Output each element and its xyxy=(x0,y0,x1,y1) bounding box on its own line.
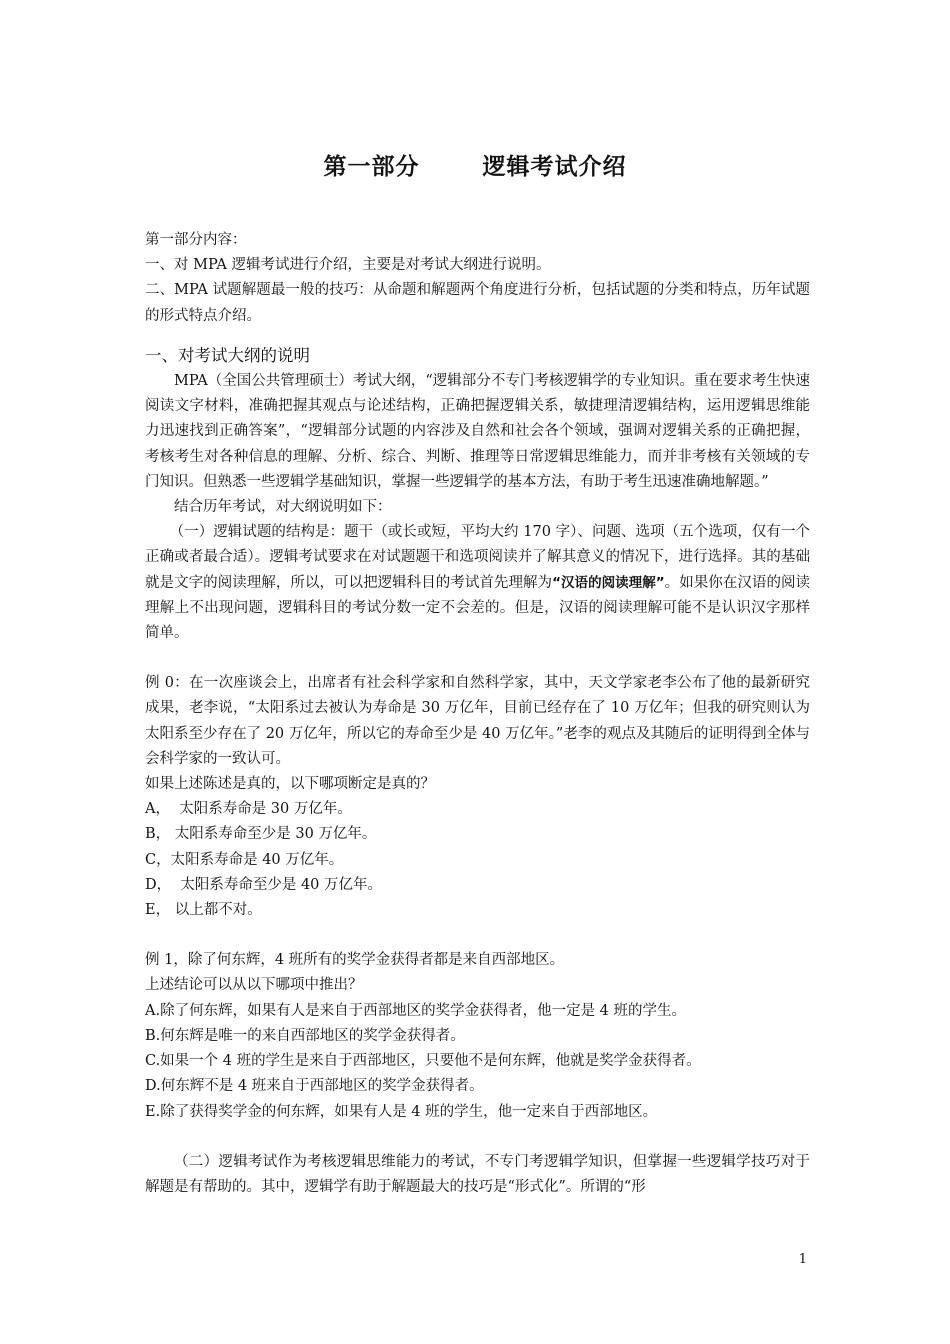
syllabus-intro-paragraph: 结合历年考试，对大纲说明如下： xyxy=(174,499,392,516)
formalization-paragraph: （二）逻辑考试作为考核逻辑思维能力的考试，不专门考逻辑学知识，但掌握一些逻辑学技巧对于解题是有帮助的。其中，逻辑学有助于解题最大的技巧是“形式化”。所谓的“形 xyxy=(145,1153,810,1195)
structure-emphasis: “汉语的阅读理解” xyxy=(552,574,665,591)
section-heading: 一、对考试大纲的说明 xyxy=(145,345,310,365)
example-0-option-c: C，太阳系寿命是 40 万亿年。 xyxy=(145,851,344,868)
syllabus-paragraph: MPA（全国公共管理硕士）考试大纲，“逻辑部分不专门考核逻辑学的专业知识。重在要求考生快速阅读文字材料，准确把握其观点与论述结构，正确把握逻辑关系，敏捷理清逻辑结构，运用逻辑思维能力迅速找到正确答案”，“逻辑部分试题的内容涉及自然和社会各个领域，强调对逻辑关系的正确把握，考核考生对各种信息的理解、分析、综合、判断、推理等日常逻辑思维能力，而并非考核有关领域的专门知识。但熟悉一些逻辑学基础知识，掌握一些逻辑学的基本方法，有助于考生迅速准确地解题。” xyxy=(145,373,810,490)
spacer xyxy=(145,1125,810,1150)
example-0-option-e: E， 以上都不对。 xyxy=(145,902,262,919)
page-number: 1 xyxy=(798,1252,807,1267)
example-0-question: 如果上述陈述是真的，以下哪项断定是真的？ xyxy=(145,776,435,793)
intro-item-1: 一、对 MPA 逻辑考试进行介绍，主要是对考试大纲进行说明。 xyxy=(145,257,551,274)
document-body xyxy=(145,228,810,1200)
spacer xyxy=(145,646,810,671)
example-1-option-e: E.除了获得奖学金的何东辉，如果有人是 4 班的学生，他一定来自于西部地区。 xyxy=(145,1103,658,1120)
example-1-option-a: A.除了何东辉，如果有人是来自于西部地区的奖学金获得者，他一定是 4 班的学生。 xyxy=(145,1002,687,1019)
example-0-stem: 例 0：在一次座谈会上，出席者有社会科学家和自然科学家，其中，天文学家老李公布了他的最新研究成果，老李说，“太阳系过去被认为寿命是 30 万亿年，目前已经存在了 10 万亿年；但我的研究则认为太阳系至少存在了 20 万亿年，所以它的寿命至少是 40 万亿年。”老李的观点及其随后的证明得到全体与会科学家的一致认可。 xyxy=(145,675,810,767)
intro-label: 第一部分内容： xyxy=(145,232,247,248)
example-0-option-b: B， 太阳系寿命至少是 30 万亿年。 xyxy=(145,826,377,843)
structure-text-before: （一）逻辑试题的结构是：题干（或长或短，平均大约 170 字）、问题、选项（五个选项，仅有一个正确或者最合适）。逻辑考试要求在对试题题干和选项阅读并了解其意义的情况下，进行选择。其的基础就是文字的阅读理解，所以，可以把逻辑科目的考试首先理解为 xyxy=(145,524,810,591)
example-1-option-b: B.何东辉是唯一的来自西部地区的奖学金获得者。 xyxy=(145,1027,465,1044)
intro-item-2: 二、MPA 试题解题最一般的技巧：从命题和解题两个角度进行分析，包括试题的分类和特点，历年试题的形式特点介绍。 xyxy=(145,282,810,324)
spacer xyxy=(145,923,810,948)
example-0-option-a: A， 太阳系寿命是 30 万亿年。 xyxy=(145,801,352,818)
structure-paragraph xyxy=(145,520,810,646)
example-0-option-d: D， 太阳系寿命至少是 40 万亿年。 xyxy=(145,876,383,893)
example-1-stem: 例 1，除了何东辉，4 班所有的奖学金获得者都是来自西部地区。 xyxy=(145,952,565,969)
example-1-option-c: C.如果一个 4 班的学生是来自于西部地区，只要他不是何东辉，他就是奖学金获得者。 xyxy=(145,1053,701,1070)
example-1-question: 上述结论可以从以下哪项中推出？ xyxy=(145,977,363,994)
page-title: 第一部分 逻辑考试介绍 xyxy=(323,154,627,180)
example-1-option-d: D.何东辉不是 4 班来自于西部地区的奖学金获得者。 xyxy=(145,1078,484,1095)
structure-text-after: 。如果你在汉语的阅读理解上不出现问题，逻辑科目的考试分数一定不会差的。但是，汉语的阅读理解可能不是认识汉字那样简单。 xyxy=(145,574,811,642)
